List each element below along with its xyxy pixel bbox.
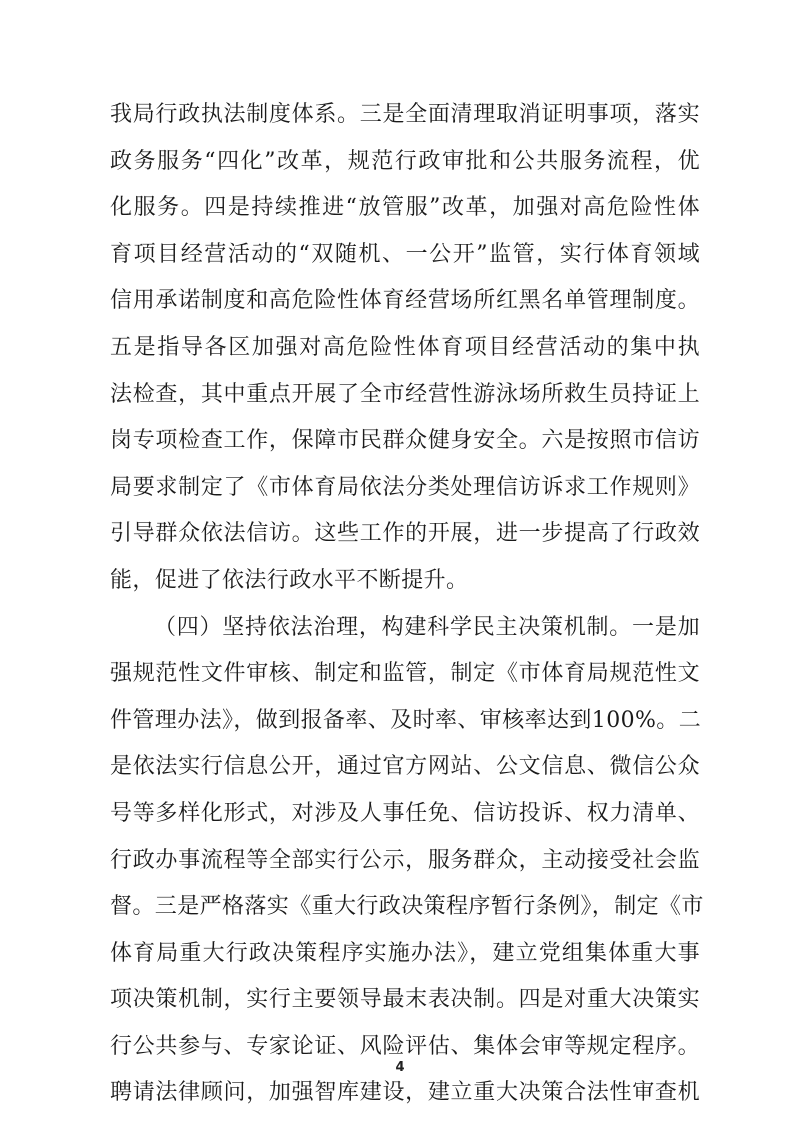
text-line: 行公共参与、专家论证、风险评估、集体会审等规定程序。 bbox=[110, 1033, 700, 1059]
text-line: 政务服务“四化”改革，规范行政审批和公共服务流程，优 bbox=[110, 148, 700, 174]
text-line: 件管理办法》，做到报备率、及时率、审核率达到100%。二 bbox=[110, 707, 702, 733]
text-line: 行政办事流程等全部实行公示，服务群众，主动接受社会监 bbox=[110, 847, 700, 873]
text-line: 化服务。四是持续推进“放管服”改革，加强对高危险性体 bbox=[110, 195, 700, 221]
paragraph-end-line: 能，促进了依法行政水平不断提升。 bbox=[110, 567, 469, 593]
page-number: 4 bbox=[395, 1060, 405, 1075]
text-line: 我局行政执法制度体系。三是全面清理取消证明事项，落实 bbox=[110, 102, 700, 127]
body-text bbox=[110, 92, 704, 1117]
text-line: 五是指导各区加强对高危险性体育项目经营活动的集中执 bbox=[110, 334, 700, 360]
text-line: 是依法实行信息公开，通过官方网站、公文信息、微信公众 bbox=[110, 754, 700, 780]
text-line: 项决策机制，实行主要领导最末表决制。四是对重大决策实 bbox=[110, 987, 700, 1013]
text-line: 强规范性文件审核、制定和监管，制定《市体育局规范性文 bbox=[110, 661, 700, 687]
text-line: 信用承诺制度和高危险性体育经营场所红黑名单管理制度。 bbox=[110, 288, 700, 314]
text-line: 育项目经营活动的“双随机、一公开”监管，实行体育领域 bbox=[110, 241, 700, 267]
text-line: 引导群众依法信访。这些工作的开展，进一步提高了行政效 bbox=[110, 521, 700, 547]
text-line: 号等多样化形式，对涉及人事任免、信访投诉、权力清单、 bbox=[110, 800, 700, 826]
text-line: 体育局重大行政决策程序实施办法》，建立党组集体重大事 bbox=[110, 940, 700, 966]
text-line: 督。三是严格落实《重大行政决策程序暂行条例》，制定《市 bbox=[110, 894, 704, 920]
text-line: 法检查，其中重点开展了全市经营性游泳场所救生员持证上 bbox=[110, 381, 700, 407]
text-line: 聘请法律顾问，加强智库建设，建立重大决策合法性审查机 bbox=[110, 1080, 700, 1106]
text-line: 局要求制定了《市体育局依法分类处理信访诉求工作规则》 bbox=[110, 474, 700, 500]
text-line: 岗专项检查工作，保障市民群众健身安全。六是按照市信访 bbox=[110, 428, 700, 454]
section-heading-line: （四）坚持依法治理，构建科学民主决策机制。一是加 bbox=[154, 614, 700, 640]
